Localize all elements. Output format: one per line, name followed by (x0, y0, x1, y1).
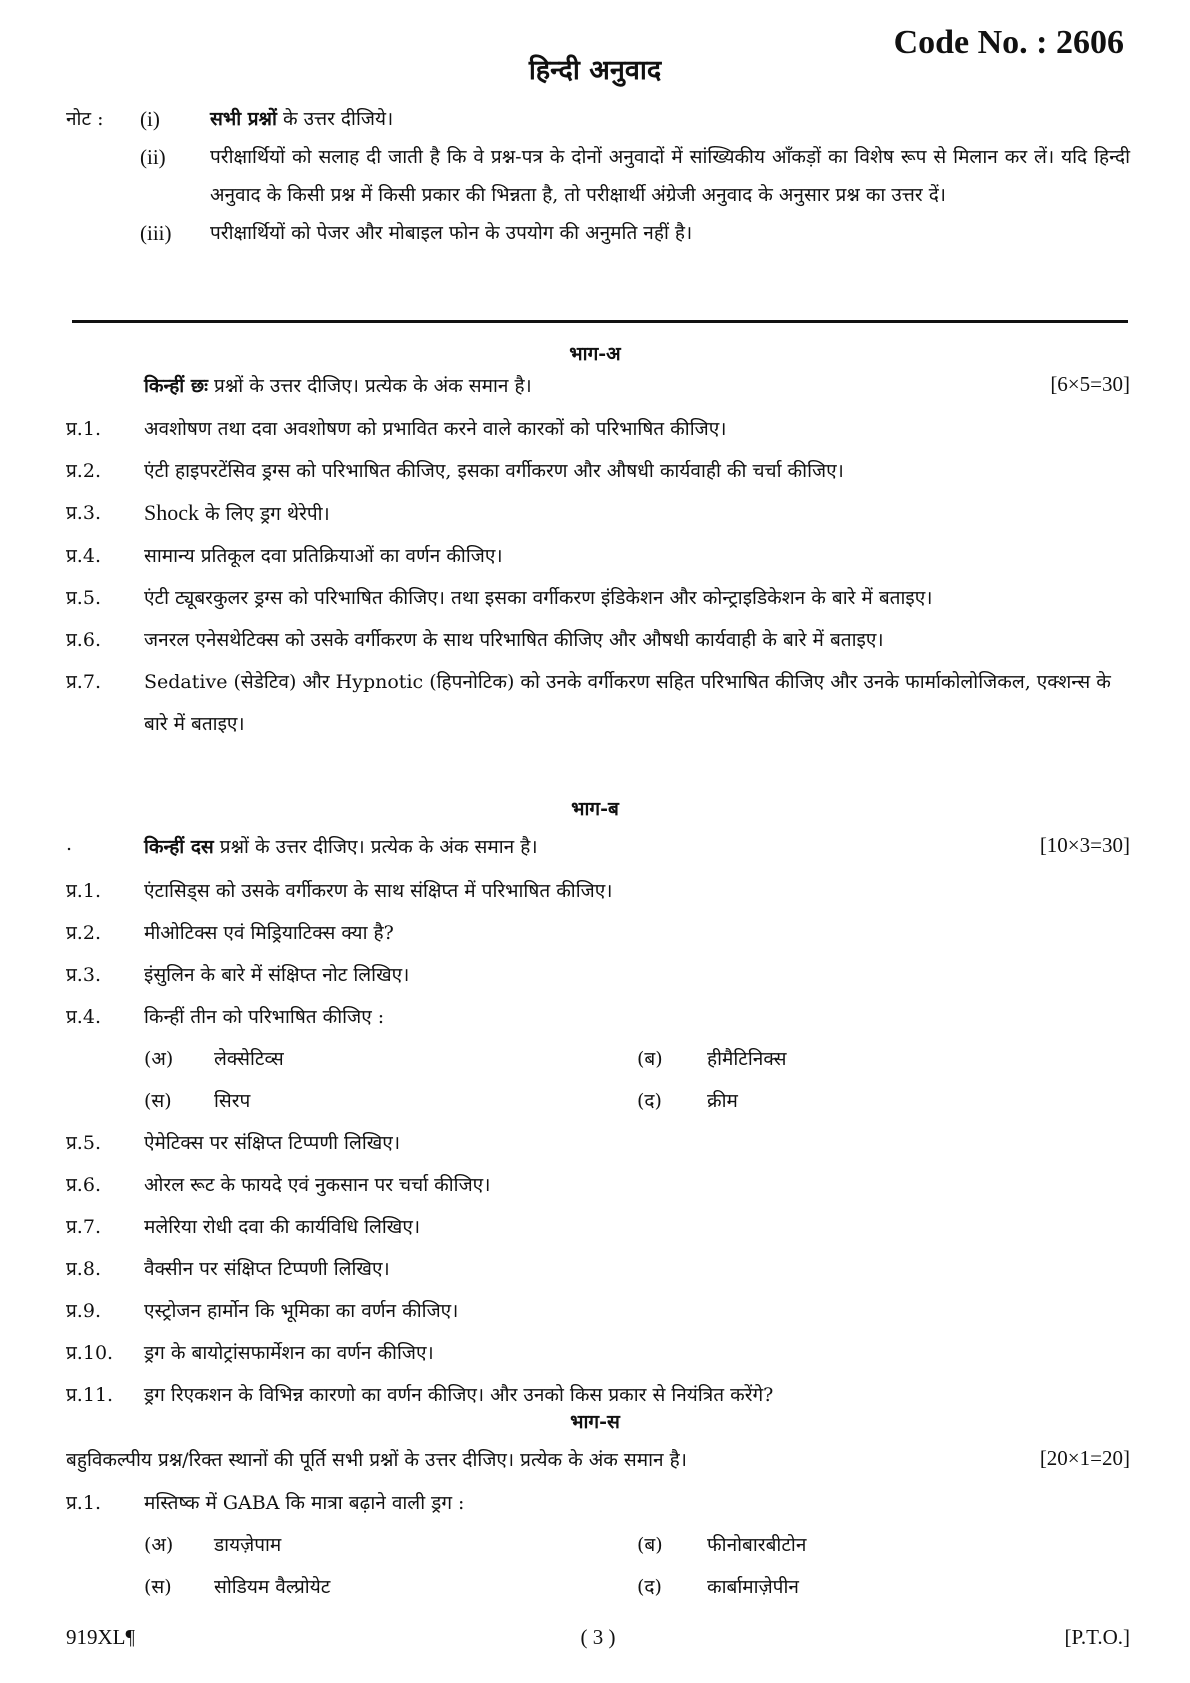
question-text-rest: के लिए ड्रग थेरेपी। (199, 503, 330, 525)
option (144, 1566, 637, 1608)
question-number: प्र.7. (66, 1216, 101, 1238)
question-text: एंटासिड्स को उसके वर्गीकरण के साथ संक्षिप्त में परिभाषित कीजिए। (144, 880, 613, 902)
question-number: प्र.5. (66, 1132, 101, 1154)
question-number: प्र.4. (66, 545, 101, 567)
question-text: अवशोषण तथा दवा अवशोषण को प्रभावित करने वाले कारकों को परिभाषित कीजिए। (144, 418, 727, 440)
section-b-instructions (66, 833, 1130, 859)
note-text (210, 100, 1130, 138)
instr-dot: . (66, 833, 73, 855)
question-text (144, 492, 1130, 535)
option-text: फीनोबारबीटोन (707, 1534, 807, 1556)
options-grid (66, 1038, 1130, 1122)
divider (72, 320, 1128, 323)
question-row (66, 912, 1130, 954)
option (637, 1566, 1130, 1608)
section-a-title: भाग-अ (569, 343, 621, 365)
question-row (66, 1122, 1130, 1164)
question-text: ड्रग रिएकशन के विभिन्न कारणो का वर्णन कीजिए। और उनको किस प्रकार से नियंत्रित करेंगे? (144, 1384, 774, 1406)
note-label: नोट : (66, 108, 104, 130)
page-title: हिन्दी अनुवाद (528, 55, 662, 86)
question-row (66, 535, 1130, 577)
question-row (66, 661, 1130, 745)
option-text: सिरप (214, 1090, 251, 1112)
note-number: (ii) (140, 145, 166, 169)
section-a-questions (66, 408, 1130, 745)
question-row (66, 1206, 1130, 1248)
option-letter: (स) (144, 1576, 172, 1598)
question-number: प्र.11. (66, 1384, 114, 1406)
question-number: प्र.7. (66, 671, 101, 693)
question-text: Sedative (सेडेटिव) और Hypnotic (हिपनोटिक) को उनके वर्गीकरण सहित परिभाषित कीजिए और उनके फार्माकोलोजिकल, एक्शन्स के बारे में बताइए। (144, 671, 1111, 735)
question-row (66, 1290, 1130, 1332)
option-letter: (स) (144, 1090, 172, 1112)
question-text: सामान्य प्रतिकूल दवा प्रतिक्रियाओं का वर्णन कीजिए। (144, 545, 503, 567)
question-number: प्र.3. (66, 502, 101, 524)
question-row (66, 1248, 1130, 1290)
question-text: एस्ट्रोजन हार्मोन कि भूमिका का वर्णन कीजिए। (144, 1300, 459, 1322)
question-text: ड्रग के बायोट्रांसफार्मेशन का वर्णन कीजिए। (144, 1342, 434, 1364)
note-number: (i) (140, 107, 160, 131)
question-row (66, 492, 1130, 535)
question-number: प्र.8. (66, 1258, 101, 1280)
question-text: मस्तिष्क में GABA कि मात्रा बढ़ाने वाली ड्रग : (144, 1492, 465, 1514)
pto-label: [P.T.O.] (1064, 1625, 1130, 1649)
section-b-marks: [10×3=30] (1039, 833, 1130, 857)
question-row (66, 1332, 1130, 1374)
option (144, 1524, 637, 1566)
option (637, 1524, 1130, 1566)
option-text: कार्बामाज़ेपीन (707, 1576, 799, 1598)
section-c-instructions (66, 1446, 1130, 1472)
question-row (66, 408, 1130, 450)
option (637, 1080, 1130, 1122)
section-b-questions (66, 870, 1130, 1416)
question-row (66, 870, 1130, 912)
question-text: वैक्सीन पर संक्षिप्त टिप्पणी लिखिए। (144, 1258, 390, 1280)
option (637, 1038, 1130, 1080)
option-text: क्रीम (707, 1090, 738, 1112)
option-letter: (ब) (637, 1048, 663, 1070)
question-row (66, 954, 1130, 996)
instr-text (144, 833, 1040, 859)
note-number: (iii) (140, 221, 172, 245)
section-a-instructions (66, 372, 1130, 398)
option-text: डायज़ेपाम (214, 1534, 282, 1556)
question-number: प्र.5. (66, 587, 101, 609)
question-number: प्र.3. (66, 964, 101, 986)
question-english-term: Shock (144, 500, 199, 525)
question-number: प्र.9. (66, 1300, 101, 1322)
instr-bold: किन्हीं छः (144, 375, 208, 397)
option-letter: (द) (637, 1576, 662, 1598)
question-row (66, 1482, 1130, 1524)
question-text: एंटी हाइपरटेंसिव ड्रग्स को परिभाषित कीजिए, इसका वर्गीकरण और औषधी कार्यवाही की चर्चा कीजिए। (144, 460, 844, 482)
instr-rest: बहुविकल्पीय प्रश्न/रिक्त स्थानों की पूर्ति सभी प्रश्नों के उत्तर दीजिए। प्रत्येक के अंक समान है। (66, 1449, 687, 1471)
code-number: Code No. : 2606 (893, 24, 1124, 61)
question-text: किन्हीं तीन को परिभाषित कीजिए : (144, 1006, 385, 1028)
question-number: प्र.1. (66, 418, 101, 440)
question-text: एंटी ट्यूबरकुलर ड्रग्स को परिभाषित कीजिए। तथा इसका वर्गीकरण इंडिकेशन और कोन्ट्राइडिकेशन के बारे में बताइए। (144, 587, 933, 609)
page-number: ( 3 ) (580, 1625, 616, 1649)
question-number: प्र.1. (66, 880, 101, 902)
question-row (66, 450, 1130, 492)
question-row (66, 1164, 1130, 1206)
note-row (66, 214, 1130, 252)
question-number: प्र.2. (66, 460, 101, 482)
section-c-questions (66, 1482, 1130, 1608)
option-letter: (द) (637, 1090, 662, 1112)
question-text: मलेरिया रोधी दवा की कार्यविधि लिखिए। (144, 1216, 421, 1238)
question-number: प्र.4. (66, 1006, 101, 1028)
question-row (66, 996, 1130, 1038)
question-text: ऐमेटिक्स पर संक्षिप्त टिप्पणी लिखिए। (144, 1132, 401, 1154)
question-number: प्र.1. (66, 1492, 101, 1514)
question-number: प्र.6. (66, 1174, 101, 1196)
question-text: ओरल रूट के फायदे एवं नुकसान पर चर्चा कीजिए। (144, 1174, 491, 1196)
footer-code: 919XL¶ (66, 1625, 136, 1649)
section-a-marks: [6×5=30] (1050, 372, 1130, 396)
note-block (66, 100, 1130, 252)
option-text: सोडियम वैल्प्रोयेट (214, 1576, 331, 1598)
note-row (66, 138, 1130, 214)
section-c-marks: [20×1=20] (1039, 1446, 1130, 1470)
option-letter: (अ) (144, 1048, 174, 1070)
question-number: प्र.6. (66, 629, 101, 651)
section-c-title: भाग-स (570, 1411, 620, 1433)
instr-text (66, 1446, 1040, 1472)
note-bold: सभी प्रश्नों (210, 108, 277, 130)
question-row (66, 619, 1130, 661)
question-text: जनरल एनेसथेटिक्स को उसके वर्गीकरण के साथ परिभाषित कीजिए और औषधी कार्यवाही के बारे में बताइए। (144, 629, 884, 651)
instr-rest: प्रश्नों के उत्तर दीजिए। प्रत्येक के अंक समान है। (207, 375, 532, 397)
option (144, 1038, 637, 1080)
note-text: परीक्षार्थियों को पेजर और मोबाइल फोन के उपयोग की अनुमति नहीं है। (210, 222, 693, 244)
question-text: इंसुलिन के बारे में संक्षिप्त नोट लिखिए। (144, 964, 410, 986)
question-text: मीओटिक्स एवं मिड्रियाटिक्स क्या है? (144, 922, 394, 944)
option-letter: (अ) (144, 1534, 174, 1556)
section-b-title: भाग-ब (571, 798, 619, 820)
note-text: परीक्षार्थियों को सलाह दी जाती है कि वे प्रश्न-पत्र के दोनों अनुवादों में सांख्यिकीय आँकड़ों का विशेष रूप से मिलान कर लें। यदि हिन्दी अनुवाद के किसी प्रश्न में किसी प्रकार की भिन्नता है, तो परीक्षार्थी अंग्रेजी अनुवाद के अनुसार प्रश्न का उत्तर दें। (210, 146, 1130, 206)
note-row (66, 100, 1130, 138)
option (144, 1080, 637, 1122)
instr-dot (66, 372, 144, 398)
question-number: प्र.10. (66, 1342, 114, 1364)
question-row (66, 577, 1130, 619)
instr-text (144, 372, 1050, 398)
note-rest: के उत्तर दीजिये। (276, 108, 394, 130)
options-grid (66, 1524, 1130, 1608)
instr-rest: प्रश्नों के उत्तर दीजिए। प्रत्येक के अंक समान है। (213, 836, 538, 858)
option-text: हीमैटिनिक्स (707, 1048, 787, 1070)
option-text: लेक्सेटिव्स (214, 1048, 284, 1070)
question-number: प्र.2. (66, 922, 101, 944)
instr-bold: किन्हीं दस (144, 836, 214, 858)
option-letter: (ब) (637, 1534, 663, 1556)
